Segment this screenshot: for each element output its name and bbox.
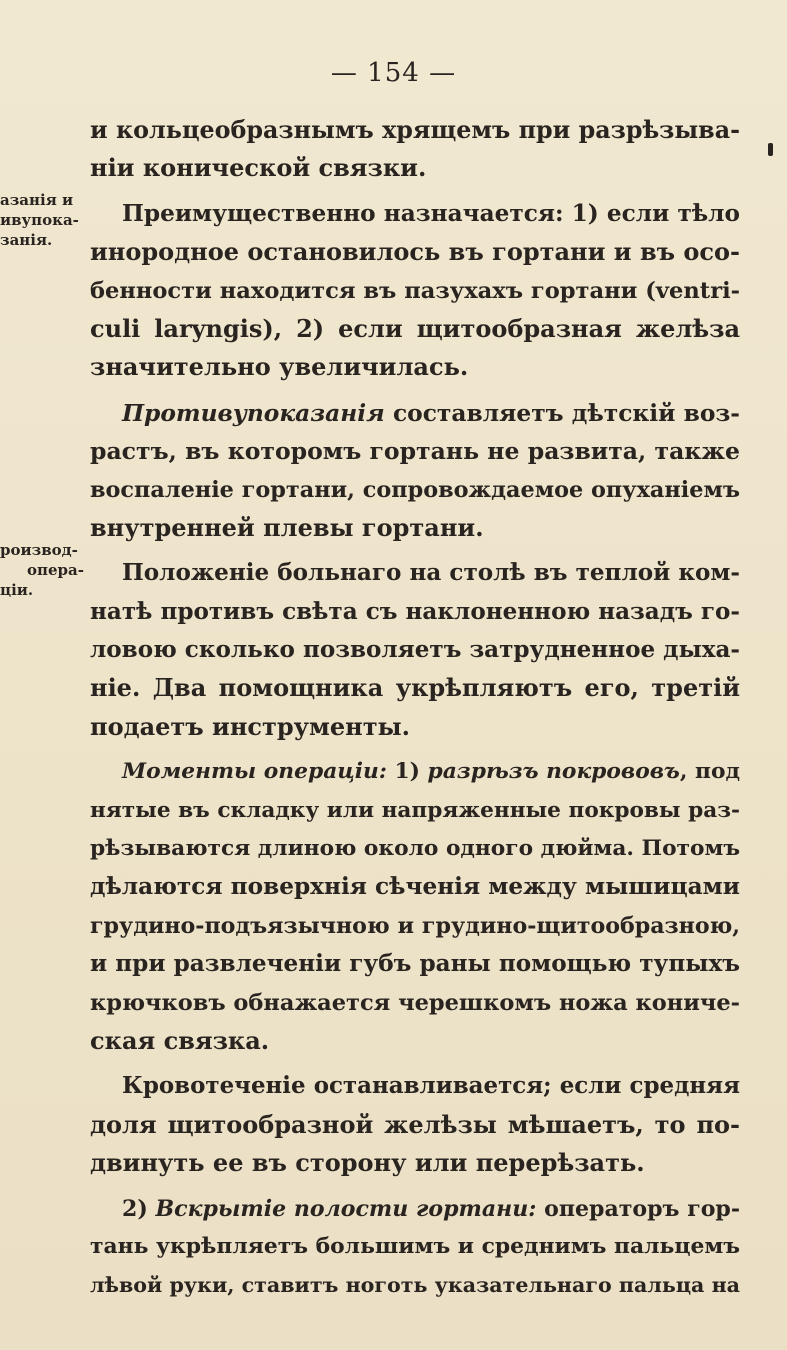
margin-note-line: азанія и: [0, 191, 74, 209]
larynx-opening-heading: Вскрытіе полости гортани:: [155, 1195, 537, 1222]
text-line: рѣзываются длиною около одного дюйма. Потомъ: [90, 836, 741, 862]
margin-note-line: занія.: [0, 231, 53, 249]
text-line: нятые въ складку или напряженные покровы раз-: [90, 797, 740, 823]
margin-note-line: ціи.: [0, 581, 34, 599]
text-line: крючковъ обнажается черешкомъ ножа кониче-: [90, 989, 740, 1016]
body-text: [90, 111, 740, 1305]
text-run: , под: [679, 759, 740, 785]
text-run: операторъ гор-: [536, 1195, 740, 1222]
text-line: дѣлаются поверхнія сѣченія между мышицами: [90, 873, 740, 901]
text-line: [90, 394, 740, 432]
contraindications-heading: Противупоказанія: [122, 398, 385, 427]
text-line: лѣвой руки, ставитъ ноготь указательнаго пальца на: [90, 1273, 740, 1298]
margin-note-procedure: [0, 540, 92, 600]
text-line: растъ, въ которомъ гортань не развита, также: [90, 437, 740, 466]
text-line: значительно увеличилась.: [90, 352, 469, 382]
incision-heading: разрѣзъ покрововъ: [427, 759, 680, 785]
text-line: ловою сколько позволяетъ затрудненное дыха-: [90, 636, 740, 664]
text-line: ніе. Два помощника укрѣпляютъ его, третій: [90, 673, 740, 703]
text-line: и кольцеобразнымъ хрящемъ при разрѣзыва-: [90, 116, 740, 144]
text-line: воспаленіе гортани, сопровождаемое опуханіемъ: [90, 476, 740, 503]
text-line: Преимущественно назначается: 1) если тѣло: [122, 199, 740, 227]
text-line: Положеніе больнаго на столѣ въ теплой ком-: [122, 559, 740, 587]
text-line: натѣ противъ свѣта съ наклоненною назадъ го-: [90, 597, 740, 625]
text-line: [90, 1190, 740, 1228]
text-run: 1): [386, 759, 428, 785]
margin-note-line: опера-: [27, 561, 84, 579]
page-number: — 154 —: [330, 58, 457, 88]
text-run: составляетъ дѣтскій воз-: [384, 398, 740, 427]
text-run: 2): [122, 1195, 156, 1222]
text-line: бенности находится въ пазухахъ гортани (ventri-: [90, 277, 740, 304]
text-line: двинуть ее въ сторону или перерѣзать.: [90, 1148, 645, 1178]
margin-note-line: ивупока-: [0, 211, 79, 229]
text-line: ніи конической связки.: [90, 153, 427, 183]
margin-note-line: роизвод-: [0, 541, 78, 559]
ink-mark: [768, 143, 773, 156]
text-line: ская связка.: [90, 1025, 270, 1055]
margin-note-indications: [0, 190, 92, 250]
text-line: Кровотеченіе останавливается; если средняя: [122, 1072, 740, 1100]
text-line: инородное остановилось въ гортани и въ осо-: [90, 237, 740, 267]
operation-moments-heading: Моменты операціи:: [122, 759, 387, 785]
text-line: грудино-подъязычною и грудино-щитообразною,: [90, 912, 740, 939]
text-line: culi laryngis), 2) если щитообразная желѣза: [90, 313, 740, 343]
text-line: доля щитообразной желѣзы мѣшаетъ, то по-: [90, 1109, 740, 1139]
text-line: внутренней плевы гортани.: [90, 512, 484, 542]
text-line: [90, 753, 740, 791]
text-line: подаетъ инструменты.: [90, 711, 410, 741]
text-line: тань укрѣпляетъ большимъ и среднимъ пальцемъ: [90, 1233, 740, 1259]
text-line: и при развлеченіи губъ раны помощью тупыхъ: [90, 950, 740, 978]
